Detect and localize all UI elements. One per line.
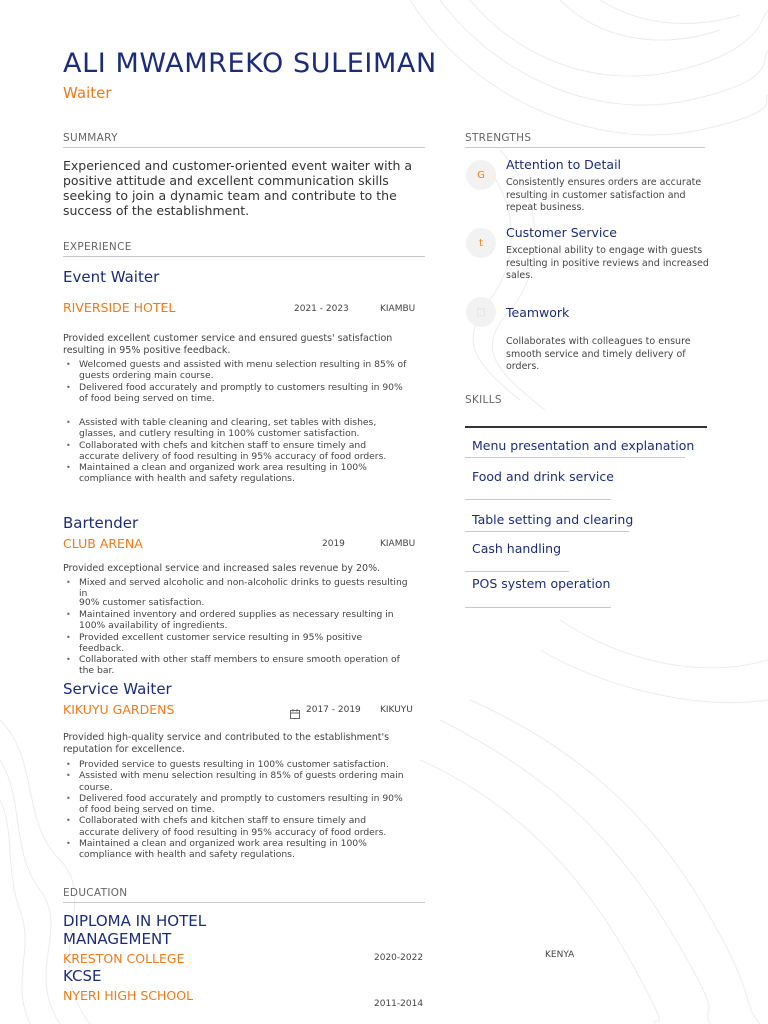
company-name: RIVERSIDE HOTEL [63, 300, 176, 315]
education-dates: 2020-2022 [374, 953, 424, 963]
school-name: KRESTON COLLEGE [63, 951, 185, 966]
education-dates: 2011-2014 [374, 999, 424, 1009]
bullet-item: • Maintained inventory and ordered supplies as necessary resulting in 100% availability of ingredients. [63, 609, 408, 632]
bullet-item: • Collaborated with other staff members to ensure smooth operation of the bar. [63, 654, 408, 677]
summary-heading: SUMMARY [63, 132, 118, 144]
experience-heading: EXPERIENCE [63, 241, 132, 253]
job-description: Provided high-quality service and contributed to the establishment's reputation for excellence. [63, 732, 390, 755]
degree-title: DIPLOMA IN HOTEL MANAGEMENT [63, 912, 207, 948]
strengths-divider [465, 147, 705, 148]
strength-icon: G [466, 160, 496, 190]
summary-text: Experienced and customer-oriented event waiter with a positive attitude and excellent communication skills seeking to join a dynamic team and contribute to the success of the establishment. [63, 158, 413, 218]
skill-item: Table setting and clearing [472, 512, 634, 527]
bullet-item: • Assisted with menu selection resulting in 85% of guests ordering main course. [63, 770, 408, 793]
bullet-item: • Collaborated with chefs and kitchen staff to ensure timely and accurate delivery of food resulting in 95% accuracy of food orders. [63, 440, 408, 463]
bullet-item: • Collaborated with chefs and kitchen staff to ensure timely and accurate delivery of food resulting in 95% accuracy of food orders. [63, 815, 408, 838]
job-description: Provided exceptional service and increased sales revenue by 20%. [63, 563, 381, 574]
skill-divider [465, 571, 569, 572]
candidate-name: ALI MWAMREKO SULEIMAN [63, 48, 437, 79]
job-title: Event Waiter [63, 268, 160, 286]
strength-icon: □ [466, 297, 496, 327]
job-description: Provided excellent customer service and ensured guests' satisfaction resulting in 95% positive feedback. [63, 333, 393, 356]
strength-description: Exceptional ability to engage with guests resulting in positive reviews and increased sales. [506, 245, 709, 281]
skills-divider [465, 426, 707, 428]
strengths-heading: STRENGTHS [465, 132, 532, 144]
bullet-item: • Provided service to guests resulting in 100% customer satisfaction. [63, 759, 408, 770]
job-bullets [63, 609, 408, 677]
summary-divider [63, 147, 425, 148]
bullet-item: • Maintained a clean and organized work area resulting in 100% compliance with health and safety regulations. [63, 838, 408, 861]
skill-item: POS system operation [472, 576, 611, 591]
strength-title: Customer Service [506, 225, 617, 240]
skills-heading: SKILLS [465, 394, 502, 406]
bullet-item: • Welcomed guests and assisted with menu selection resulting in 85% of guests ordering main course. [63, 359, 408, 382]
company-name: KIKUYU GARDENS [63, 702, 175, 717]
company-name: CLUB ARENA [63, 536, 143, 551]
job-location: KIKUYU [380, 705, 413, 715]
job-dates: 2017 - 2019 [306, 705, 361, 715]
skill-divider [465, 607, 611, 608]
job-title: Service Waiter [63, 680, 172, 698]
job-bullets [63, 417, 408, 485]
job-location: KIAMBU [380, 539, 416, 549]
experience-divider [63, 256, 425, 257]
calendar-icon [290, 704, 300, 714]
skill-divider [465, 457, 685, 458]
degree-title: KCSE [63, 967, 102, 985]
bullet-item: • Assisted with table cleaning and clearing, set tables with dishes, glasses, and cutlery resulting in 100% customer satisfaction. [63, 417, 408, 440]
skill-divider [465, 531, 629, 532]
bullet-item: • Maintained a clean and organized work area resulting in 100% compliance with health and safety regulations. [63, 462, 408, 485]
job-role: Waiter [63, 84, 112, 102]
bullet-item: • Mixed and served alcoholic and non-alcoholic drinks to guests resulting in [63, 577, 408, 600]
bullet-item: • Provided excellent customer service resulting in 95% positive feedback. [63, 632, 408, 655]
job-bullets [63, 359, 408, 404]
strength-icon: t [466, 228, 496, 258]
bullet-item: • Delivered food accurately and promptly to customers resulting in 90% of food being served on time. [63, 382, 408, 405]
strength-description: Consistently ensures orders are accurate resulting in customer satisfaction and repeat business. [506, 177, 702, 213]
skill-divider [465, 499, 611, 500]
job-title: Bartender [63, 514, 139, 532]
job-dates: 2019 [322, 539, 345, 549]
job-location: KIAMBU [380, 304, 416, 314]
strength-title: Teamwork [506, 305, 570, 320]
bullet-continuation: 90% customer satisfaction. [79, 597, 205, 608]
strength-description: Collaborates with colleagues to ensure smooth service and timely delivery of orders. [506, 336, 691, 372]
strength-title: Attention to Detail [506, 157, 622, 172]
skill-item: Cash handling [472, 541, 562, 556]
education-location: KENYA [545, 950, 575, 960]
bullet-item: • Delivered food accurately and promptly to customers resulting in 90% of food being served on time. [63, 793, 408, 816]
job-bullets [63, 759, 408, 861]
education-heading: EDUCATION [63, 887, 128, 899]
skill-item: Menu presentation and explanation [472, 438, 695, 453]
education-divider [63, 902, 425, 903]
skill-item: Food and drink service [472, 469, 614, 484]
school-name: NYERI HIGH SCHOOL [63, 988, 194, 1003]
job-dates: 2021 - 2023 [294, 304, 349, 314]
